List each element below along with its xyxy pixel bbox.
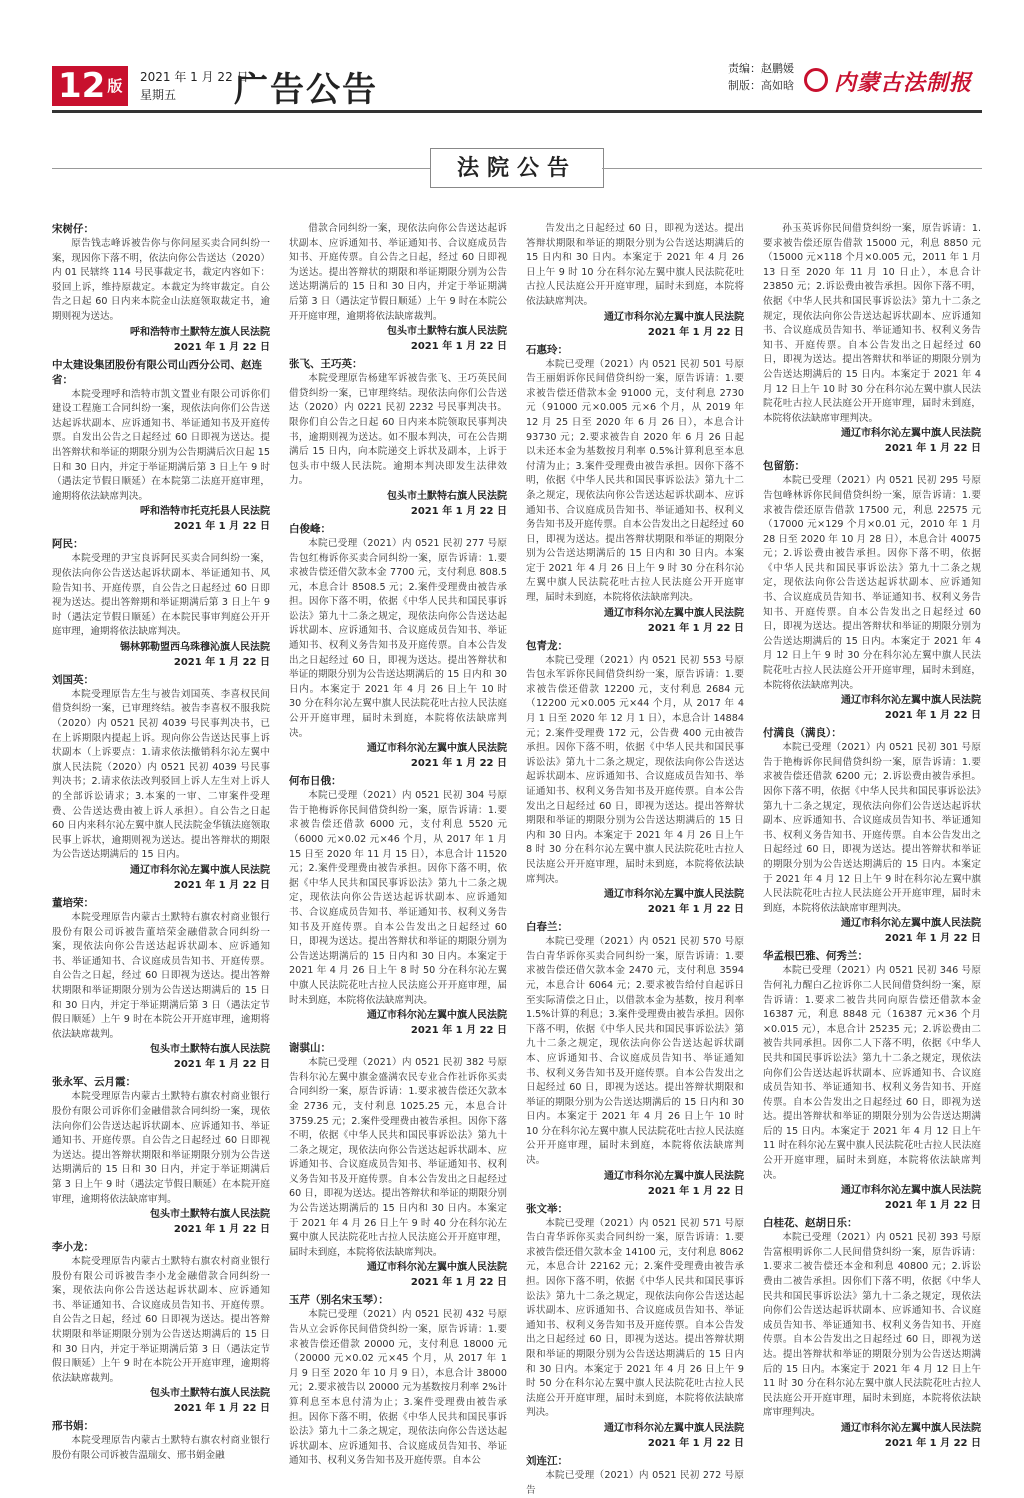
court-notice	[526, 639, 744, 918]
notice-court: 呼和浩特市托克托县人民法院	[140, 506, 270, 518]
section-title: 广告公告	[234, 70, 378, 110]
notice-court: 通辽市科尔沁左翼中旗人民法院	[841, 1185, 981, 1197]
notice-addressee: 包留筋：	[763, 460, 805, 473]
notice-body: 本院已受理（2021）内 0521 民初 295 号原告包峰林诉你民间借贷纠纷一案，原告诉请：1.要求被告偿还原告借款 17500 元，利息 22575 元（17000 元×129 个月×0.01 元，2010 年 1 月 28 日至 2020 年 10 月 28 日），本息合计 40075 元；2.诉讼费由被告承担。因你下落不明，依据《中华人民共和国民事诉讼法》第九十二条之规定，现依法向你公告送达起诉状副本、应诉通知书、合议庭成员告知书、举证通知书、权利义务告知书、开庭传票。自本公告发出之日起经过 60 日，即视为送达。提出答辩状和举证的期限分别为公告送达期满后的 15 日内。本案定于 2021 年 4 月 12 日上午 9 时 30 分在科尔沁左翼中旗人民法院花吐古拉人民法庭公开开庭审理，届时未到庭，本院将依法缺席判决。	[763, 475, 981, 691]
notice-date: 2021 年 1 月 22 日	[410, 505, 507, 517]
court-notice	[52, 896, 270, 1072]
notice-court: 通辽市科尔沁左翼中旗人民法院	[367, 1262, 507, 1274]
notice-body: 本院已受理（2021）内 0521 民初 272 号原告	[526, 1469, 744, 1496]
notice-court: 通辽市科尔沁左翼中旗人民法院	[841, 695, 981, 707]
notice-addressee: 白春兰：	[526, 921, 568, 934]
notice-court: 通辽市科尔沁左翼中旗人民法院	[367, 1010, 507, 1022]
column-1	[52, 222, 270, 1472]
court-notice	[526, 920, 744, 1199]
notice-addressee: 董培荣：	[52, 897, 94, 909]
notice-date: 2021 年 1 月 22 日	[647, 622, 744, 634]
court-notice	[763, 222, 981, 456]
notice-court: 通辽市科尔沁左翼中旗人民法院	[841, 918, 981, 930]
column-4	[763, 222, 981, 1472]
notice-date: 2021 年 1 月 22 日	[410, 1277, 507, 1289]
notice-addressee: 石惠玲：	[526, 343, 568, 356]
section-banner	[52, 148, 982, 188]
notice-date: 2021 年 1 月 22 日	[884, 1200, 981, 1212]
banner-line-left	[52, 168, 432, 169]
court-notice	[52, 537, 270, 670]
notice-addressee: 玉芹（别名宋玉琴）：	[289, 1294, 389, 1307]
notice-addressee: 何布日俄：	[289, 775, 342, 788]
notice-date: 2021 年 1 月 22 日	[410, 758, 507, 770]
issue-date	[140, 68, 249, 104]
notice-court: 包头市土默特右旗人民法院	[387, 490, 507, 502]
court-notice	[289, 774, 507, 1038]
notice-date: 2021 年 1 月 22 日	[884, 1437, 981, 1449]
banner-line-right	[602, 168, 982, 169]
notice-date: 2021 年 1 月 22 日	[173, 1224, 270, 1236]
notice-date: 2021 年 1 月 22 日	[884, 443, 981, 455]
date-text: 2021 年 1 月 22 日	[140, 70, 249, 84]
court-notice	[289, 222, 507, 354]
court-notice	[289, 1041, 507, 1290]
court-notice	[763, 949, 981, 1213]
notice-addressee: 阿民：	[52, 538, 84, 551]
court-notice	[52, 1075, 270, 1237]
notice-date: 2021 年 1 月 22 日	[410, 341, 507, 353]
notice-body: 孙玉英诉你民间借贷纠纷一案，原告诉请：1.要求被告偿还原告借款 15000 元，利息 8850 元（15000 元×118 个月×0.005 元，2011 年 1 月 13 日至 2020 年 11 月 10 日止），本息合计 23850 元；2.诉讼费由被告承担。因你下落不明，依据《中华人民共和国民事诉讼法》第九十二条之规定，现依法向你公告送达起诉状副本、应诉通知书、合议庭成员告知书、举证通知书、权利义务告知书、开庭传票。自本公告发出之日起经过 60 日，即视为送达。提出答辩状和举证的期限分别为公告送达期满后的 15 日内。本案定于 2021 年 4 月 12 日上午 10 时 30 分在科尔沁左翼中旗人民法院花吐古拉人民法庭公开开庭审理，届时未到庭，本院将依法缺席审理判决。	[763, 223, 982, 424]
court-notice	[526, 1202, 744, 1451]
notice-body: 本院已受理（2021）内 0521 民初 570 号原告白青华诉你买卖合同纠纷一案，原告诉请：1.要求被告偿还借欠款本金 2470 元，支付利息 3594 元，本息合计 6064 元；2.要求被告给付自起诉日至实际清偿之日止，以借款本金为基数，按月利率 1.5%计算的利息；3.案件受理费由被告承担。因你下落不明，依据《中华人民共和国民事诉讼法》第九十二条之规定，现依法向你公告送达起诉状副本、应诉通知书、合议庭成员告知书、举证通知书、权利义务告知书及开庭传票。自本公告发出之日起经过 60 日，即视为送达。提出答辩状期限和举证的期限分别为公告送达期满后的 15 日内和 30 日内。本案定于 2021 年 4 月 26 日上午 10 时 10 分在科尔沁左翼中旗人民法院花吐古拉人民法庭公开开庭审理，届时未到庭，本院将依法缺席判决。	[526, 936, 744, 1167]
notice-addressee: 张文举：	[526, 1202, 568, 1215]
header-rule	[52, 110, 982, 113]
court-notice	[289, 357, 507, 519]
notice-body: 本院受理原告内蒙古土默特右旗农村商业银行股份有限公司诉被告李小龙金融借款合同纠纷一案，现依法向你公告送达起诉状副本、应诉通知书、举证通知书、合议庭成员告知书、开庭传票。自公告之日起，经过 60 日即视为送达。提出答辩状期限和举证期限分别为公告送达期满后的 15 日和 30 日内，并定于举证期满后第 3 日（遇法定节假日顺延）上午 9 时在本院公开开庭审理，逾期将依法缺席裁判。	[52, 1256, 270, 1384]
notice-date: 2021 年 1 月 22 日	[647, 1437, 744, 1449]
notice-date: 2021 年 1 月 22 日	[173, 656, 270, 668]
court-notice	[289, 522, 507, 771]
court-notice	[52, 222, 270, 355]
notice-body: 本院受理原告内蒙古土默特右旗农村商业银行股份有限公司诉你们金融借款合同纠纷一案，现依法向你们公告送达起诉状副本、应诉通知书、举证通知书、开庭传票。自公告之日起经过 60 日即视为送达。提出答辩状期限和举证期限分别为公告送达期满后的 15 日和 30 日内，并定于举证期满后第 3 日上午 9 时（遇法定节假日顺延）在本院开庭审理，逾期将依法缺席审判。	[52, 1091, 270, 1205]
notice-addressee: 包青龙：	[526, 639, 568, 652]
notice-body: 本院已受理（2021）内 0521 民初 393 号原告富根明诉你二人民间借贷纠纷一案，原告诉请：1.要求二被告偿还本金和利息 40800 元；2.诉讼费由二被告承担。因你们下落不明，依据《中华人民共和国民事诉讼法》第九十二条之规定，现依法向你们公告送达起诉状副本、应诉通知书、合议庭成员告知书、举证通知书、权利义务告知书、开庭传票。自本公告发出之日起经过 60 日，即视为送达。提出答辩状和举证的期限分别为公告送达期满后的 15 日内。本案定于 2021 年 4 月 12 日上午 11 时 30 分在科尔沁左翼中旗人民法院花吐古拉人民法庭公开开庭审理，届时未到庭，本院将依法缺席审理判决。	[763, 1232, 981, 1419]
court-notice	[52, 1419, 270, 1463]
notice-date: 2021 年 1 月 22 日	[173, 341, 270, 353]
notice-addressee: 刘国英：	[52, 673, 94, 686]
notice-court: 通辽市科尔沁左翼中旗人民法院	[367, 743, 507, 755]
notice-court: 通辽市科尔沁左翼中旗人民法院	[604, 889, 744, 901]
notice-body: 本院受理的尹宝良诉阿民买卖合同纠纷一案，现依法向你公告送达起诉状副本、举证通知书、风险告知书、开庭传票，自公告之日起经过 60 日即视为送达。提出答辩期和举证期满后第 3 日上午 9 时（遇法定节假日顺延）在本院民事审判庭公开开庭审理，逾期将依法缺席判决。	[52, 553, 270, 638]
notice-addressee: 付满良（满良）：	[763, 727, 842, 740]
notice-body: 本院已受理（2021）内 0521 民初 277 号原告包红梅诉你买卖合同纠纷一案，原告诉请：1.要求被告偿还借欠款本金 7700 元，支付利息 808.5 元，本息合计 8508.5 元；2.案件受理费由被告承担。因你下落不明，依据《中华人民共和国民事诉讼法》第九十二条之规定，现依法向你公告送达起诉状副本、应诉通知书、合议庭成员告知书、举证通知书、权利义务告知书及开庭传票。自本公告发出之日起经过 60 日，即视为送达。提出答辩状和举证的期限分别为公告送达期满后的 15 日内和 30 日内。本案定于 2021 年 4 月 26 日上午 10 时 30 分在科尔沁左翼中旗人民法院花吐古拉人民法庭公开开庭审理，届时未到庭，本院将依法缺席判决。	[289, 537, 507, 739]
court-notice	[52, 1240, 270, 1416]
column-3	[526, 222, 744, 1496]
notice-addressee: 谢骐山：	[289, 1042, 331, 1055]
court-notice	[763, 1216, 981, 1451]
notice-body: 本院已受理（2021）内 0521 民初 346 号原告何礼力醒白乙拉诉你二人民间借贷纠纷一案，原告诉请：1.要求二被告共同向原告偿还借款本金 16387 元，利息 8848 元（16387 元×36 个月×0.015 元），本息合计 25235 元；2.诉讼费由二被告共同承担。因你二人下落不明，依据《中华人民共和国民事诉讼法》第九十二条之规定，现依法向你们公告送达起诉状副本、应诉通知书、合议庭成员告知书、举证通知书、权利义务告知书、开庭传票。自本公告发出之日起经过 60 日，即视为送达。提出答辩状和举证的期限分别为公告送达期满后的 15 日内。本案定于 2021 年 4 月 12 日上午 11 时在科尔沁左翼中旗人民法院花吐古拉人民法庭公开开庭审理，届时未到庭，本院将依法缺席判决。	[763, 965, 981, 1181]
court-notice	[526, 222, 744, 340]
notice-court: 通辽市科尔沁左翼中旗人民法院	[604, 1170, 744, 1182]
notice-addressee: 白桂花、赵胡日乐：	[763, 1217, 858, 1230]
notice-body: 本院已受理（2021）内 0521 民初 553 号原告包永军诉你民间借贷纠纷一案，原告诉请：1.要求被告偿还借款 12200 元，支付利息 2684 元（12200 元×0.005 元×44 个月，从 2017 年 4 月 1 日至 2020 年 12 月 1 日），本息合计 14884 元；2.案件受理费 172 元，公告费 400 元由被告承担。因你下落不明，依据《中华人民共和国民事诉讼法》第九十二条之规定，现依法向你公告送达起诉状副本、应诉通知书、合议庭成员告知书、举证通知书、权利义务告知书及开庭传票。自本公告发出之日起经过 60 日，即视为送达。提出答辩状期限和举证的期限分别为公告送达期满后的 15 日内和 30 日内。本案定于 2021 年 4 月 26 日上午 8 时 30 分在科尔沁左翼中旗人民法院花吐古拉人民法庭公开开庭审理，届时未到庭，本院将依法缺席判决。	[526, 654, 744, 885]
notice-addressee: 中太建设集团股份有限公司山西分公司、赵连省：	[52, 358, 262, 386]
notice-court: 通辽市科尔沁左翼中旗人民法院	[604, 1422, 744, 1434]
notice-date: 2021 年 1 月 22 日	[173, 521, 270, 533]
notice-addressee: 张飞、王巧英：	[289, 358, 363, 371]
notice-columns	[52, 222, 982, 1496]
notice-date: 2021 年 1 月 22 日	[410, 1025, 507, 1037]
court-notice	[52, 358, 270, 535]
newspaper-logo: 内蒙古法制报	[804, 66, 972, 97]
notice-court: 通辽市科尔沁左翼中旗人民法院	[130, 865, 270, 876]
notice-body: 本院已受理（2021）内 0521 民初 571 号原告白青华诉你买卖合同纠纷一案，原告诉请：1.要求被告偿还借欠款本金 14100 元，支付利息 8062 元，本息合计 22162 元；2.案件受理费由被告承担。因你下落不明，依据《中华人民共和国民事诉讼法》第九十二条之规定，现依法向你公告送达起诉状副本、应诉通知书、合议庭成员告知书、举证通知书、权利义务告知书及开庭传票。自本公告发出之日起经过 60 日，即视为送达。提出答辩状期限和举证的期限分别为公告送达期满后的 15 日内和 30 日内。本案定于 2021 年 4 月 26 日上午 9 时 50 分在科尔沁左翼中旗人民法院花吐古拉人民法庭公开开庭审理，届时未到庭，本院将依法缺席判决。	[526, 1217, 744, 1419]
notice-body: 本院已受理（2021）内 0521 民初 501 号原告王丽娟诉你民间借贷纠纷一案，原告诉请：1.要求被告偿还借款本金 91000 元，支付利息 2730 元（91000 元×0.005 元×6 个月，从 2019 年 12 月 25 日至 2020 年 6 月 26 日），本息合计 93730 元；2.要求被告自 2020 年 6 月 26 日起以未还本金为基数按月利率 0.5%计算利息至本息付清为止；3.案件受理费由被告承担。因你下落不明，依据《中华人民共和国民事诉讼法》第九十二条之规定，现依法向你公告送达起诉状副本、应诉通知书、合议庭成员告知书、举证通知书、权利义务告知书及开庭传票。自本公告发出之日起经过 60 日，即视为送达。提出答辩状期限和举证的期限分别为公告送达期满后的 15 日内和 30 日内。本案定于 2021 年 4 月 26 日上午 9 时 30 分在科尔沁左翼中旗人民法院花吐古拉人民法庭公开开庭审理，届时未到庭，本院将依法缺席判决。	[526, 358, 744, 604]
notice-addressee: 李小龙：	[52, 1241, 94, 1254]
notice-body: 本院已受理（2021）内 0521 民初 304 号原告于艳梅诉你民间借贷纠纷一案，原告诉请：1.要求被告偿还借款 6000 元，支付利息 5520 元（6000 元×0.02 元×46 个月，从 2017 年 1 月 15 日至 2020 年 11 月 15 日），本息合计 11520 元；2.案件受理费由被告承担。因你下落不明，依据《中华人民共和国民事诉讼法》第九十二条之规定，现依法向你公告送达起诉状副本、应诉通知书、合议庭成员告知书、举证通知书、权利义务告知书及开庭传票。自本公告发出之日起经过 60 日，即视为送达。提出答辩状和举证的期限分别为公告送达期满后的 15 日内和 30 日内。本案定于 2021 年 4 月 26 日上午 8 时 50 分在科尔沁左翼中旗人民法院花吐古拉人民法庭公开开庭审理，届时未到庭，本院将依法缺席判决。	[289, 790, 507, 1006]
notice-court: 锡林郭勒盟西乌珠穆沁旗人民法院	[120, 641, 270, 653]
notice-body: 本院受理原告杨建军诉被告张飞、王巧英民间借贷纠纷一案，已审理终结。现依法向你们公告送达（2020）内 0221 民初 2232 号民事判决书。限你们自公告之日起 60 日内来本院领取民事判决书，逾期则视为送达。如不服本判决，可在公告期满后 15 日内，向本院递交上诉状及副本，上诉于包头市中级人民法院。逾期本判决即发生法律效力。	[289, 373, 507, 487]
notice-body: 借款合同纠纷一案，现依法向你公告送达起诉状副本、应诉通知书、举证通知书、合议庭成员告知书、开庭传票。自公告之日起，经过 60 日即视为送达。提出答辩状的期限和举证期限分别为公告送达期满后的 15 日和 30 日内，并定于举证期满后第 3 日（遇法定节假日顺延）上午 9 时在本院公开开庭审理，逾期将依法缺席裁判。	[289, 223, 507, 322]
notice-body: 本院已受理（2021）内 0521 民初 382 号原告科尔沁左翼中旗金盛满农民专业合作社诉你买卖合同纠纷一案，原告诉请：1.要求被告偿还欠款本金 2736 元，支付利息 1025.25 元，本息合计 3759.25 元；2.案件受理费由被告承担。因你下落不明，依据《中华人民共和国民事诉讼法》第九十二条之规定，现依法向你公告送达起诉状副本、应诉通知书、合议庭成员告知书、举证通知书、权利义务告知书及开庭传票。自本公告发出之日起经过 60 日，即视为送达。提出答辩状和举证的期限分别为公告送达期满后的 15 日内和 30 日内。本案定于 2021 年 4 月 26 日上午 9 时 40 分在科尔沁左翼中旗人民法院花吐古拉人民法庭公开开庭审理，届时未到庭，本院将依法缺席判决。	[289, 1057, 507, 1258]
weekday-text: 星期五	[140, 88, 177, 102]
notice-body: 本院受理呼和浩特市凯文置业有限公司诉你们建设工程施工合同纠纷一案，现依法向你们公告送达起诉状副本、应诉通知书、举证通知书及开庭传票。自发出公告之日起经过 60 日即视为送达。提出答辩状和举证的期限分别为公告期满后次日起 15 日和 30 日内，并定于举证期满后第 3 日上午 9 时（遇法定节假日顺延）在本院第二法庭开庭审理，逾期将依法缺席判决。	[52, 388, 270, 502]
notice-date: 2021 年 1 月 22 日	[173, 880, 270, 891]
editor-line: 责编：赵鹏媛	[728, 62, 794, 75]
notice-addressee: 刘连江：	[526, 1454, 568, 1467]
notice-addressee: 宋树仔：	[52, 223, 94, 235]
notice-date: 2021 年 1 月 22 日	[647, 1185, 744, 1197]
notice-date: 2021 年 1 月 22 日	[884, 933, 981, 945]
banner-title: 法院公告	[430, 148, 604, 188]
notice-court: 通辽市科尔沁左翼中旗人民法院	[604, 311, 744, 323]
notice-date: 2021 年 1 月 22 日	[647, 904, 744, 916]
court-notice	[52, 673, 270, 893]
notice-addressee: 白俊峰：	[289, 522, 331, 535]
notice-court: 包头市土默特右旗人民法院	[387, 326, 507, 338]
court-notice	[763, 459, 981, 723]
notice-date: 2021 年 1 月 22 日	[173, 1059, 270, 1071]
notice-body: 本院受理原告内蒙古土默特右旗农村商业银行股份有限公司诉被告董培荣金融借款合同纠纷一案，现依法向你公告送达起诉状副本、应诉通知书、举证通知书、合议庭成员告知书、开庭传票。自公告之日起，经过 60 日即视为送达。提出答辩状期限和举证期限分别为公告送达期满后的 15 日和 30 日内，并定于举证期满后第 3 日（遇法定节假日顺延）上午 9 时在本院公开开庭审理，逾期将依法缺席裁判。	[52, 912, 270, 1040]
column-2	[289, 222, 507, 1472]
notice-addressee: 张永军、云月霞：	[52, 1076, 136, 1089]
court-notice	[526, 343, 744, 636]
notice-body: 本院已受理（2021）内 0521 民初 432 号原告从立会诉你民间借贷纠纷一案，原告诉请：1.要求被告偿还借款 20000 元，支付利息 18000 元（20000 元×0.02 元×45 个月，从 2017 年 1 月 9 日至 2020 年 10 月 9 日），本息合计 38000 元；2.要求被告以 20000 元为基数按月利率 2%计算利息至本息付清为止；3.案件受理费由被告承担。因你下落不明，依据《中华人民共和国民事诉讼法》第九十二条之规定，现依法向你公告送达起诉状副本、应诉通知书、合议庭成员告知书、举证通知书、权利义务告知书及开庭传票。自本公	[289, 1309, 507, 1467]
layout-line: 制版：高如晗	[728, 79, 794, 92]
notice-date: 2021 年 1 月 22 日	[884, 710, 981, 722]
court-notice	[526, 1454, 744, 1498]
notice-body: 告发出之日起经过 60 日，即视为送达。提出答辩状期限和举证的期限分别为公告送达期满后的 15 日内和 30 日内。本案定于 2021 年 4 月 26 日上午 9 时 10 分在科尔沁左翼中旗人民法院花吐古拉人民法庭公开开庭审理，届时未到庭，本院将依法缺席判决。	[526, 223, 744, 307]
court-notice	[763, 726, 981, 946]
notice-date: 2021 年 1 月 22 日	[173, 1403, 270, 1415]
notice-body: 本院受理原告左生与被告刘国英、李喜权民间借贷纠纷一案，已审理终结。被告李喜权不服我院（2020）内 0521 民初 4039 号民事判决书，已在上诉期限内提起上诉。现向你公告送达民事上诉状副本（上诉要点：1.请求依法撤销科尔沁左翼中旗人民法院（2020）内 0521 民初 4039 号民事判决书；2.请求依法改判驳回上诉人左生对上诉人的全部诉讼请求；3.本案的一审、二审案件受理费、公告送达费由被上诉人承担）。自公告之日起 60 日内来科尔沁左翼中旗人民法院金华镇法庭领取民事上诉状，逾期则视为送达。提出答辩状的期限为公告送达期满后的 15 日内。	[52, 688, 270, 861]
notice-date: 2021 年 1 月 22 日	[647, 326, 744, 338]
notice-addressee: 邢书娟：	[52, 1420, 94, 1433]
masthead	[52, 60, 982, 108]
court-notice	[289, 1293, 507, 1469]
notice-court: 呼和浩特市土默特左旗人民法院	[130, 326, 270, 338]
notice-body: 本院受理原告内蒙古土默特右旗农村商业银行股份有限公司诉被告温瑞女、邢书娟金融	[52, 1435, 270, 1462]
editor-credits	[728, 60, 794, 94]
notice-court: 通辽市科尔沁左翼中旗人民法院	[841, 428, 981, 440]
notice-court: 包头市土默特右旗人民法院	[150, 1209, 270, 1221]
notice-body: 本院已受理（2021）内 0521 民初 301 号原告于艳梅诉你民间借贷纠纷一案，原告诉请：1.要求被告偿还借款 6200 元；2.诉讼费由被告承担。因你下落不明，依据《中华人民共和国民事诉讼法》第九十二条之规定，现依法向你们公告送达起诉状副本、应诉通知书、合议庭成员告知书、举证通知书、权利义务告知书、开庭传票。自本公告发出之日起经过 60 日，即视为送达。提出答辩状和举证的期限分别为公告送达期满后的 15 日内。本案定于 2021 年 4 月 12 日上午 9 时在科尔沁左翼中旗人民法院花吐古拉人民法庭公开开庭审理，届时未到庭，本院将依法缺席审理判决。	[763, 742, 981, 914]
notice-court: 包头市土默特右旗人民法院	[150, 1388, 270, 1400]
notice-court: 通辽市科尔沁左翼中旗人民法院	[604, 607, 744, 619]
notice-court: 通辽市科尔沁左翼中旗人民法院	[841, 1422, 981, 1434]
notice-addressee: 华孟根巴雅、何秀兰：	[763, 950, 868, 963]
notice-body: 原告钱志峰诉被告你与你问屋买卖合同纠纷一案，现因你下落不明，依法向你公告送达（2020）内 01 民辖终 114 号民事裁定书，裁定内容如下：驳回上诉，维持原裁定。本裁定为终审裁定。自公告之日起 60 日内来本院金山法庭领取裁定书，逾期则视为送达。	[52, 238, 270, 322]
notice-court: 包头市土默特右旗人民法院	[150, 1044, 270, 1056]
logo-emblem-icon	[804, 68, 828, 92]
page-number: 12 $^版$	[52, 66, 128, 106]
